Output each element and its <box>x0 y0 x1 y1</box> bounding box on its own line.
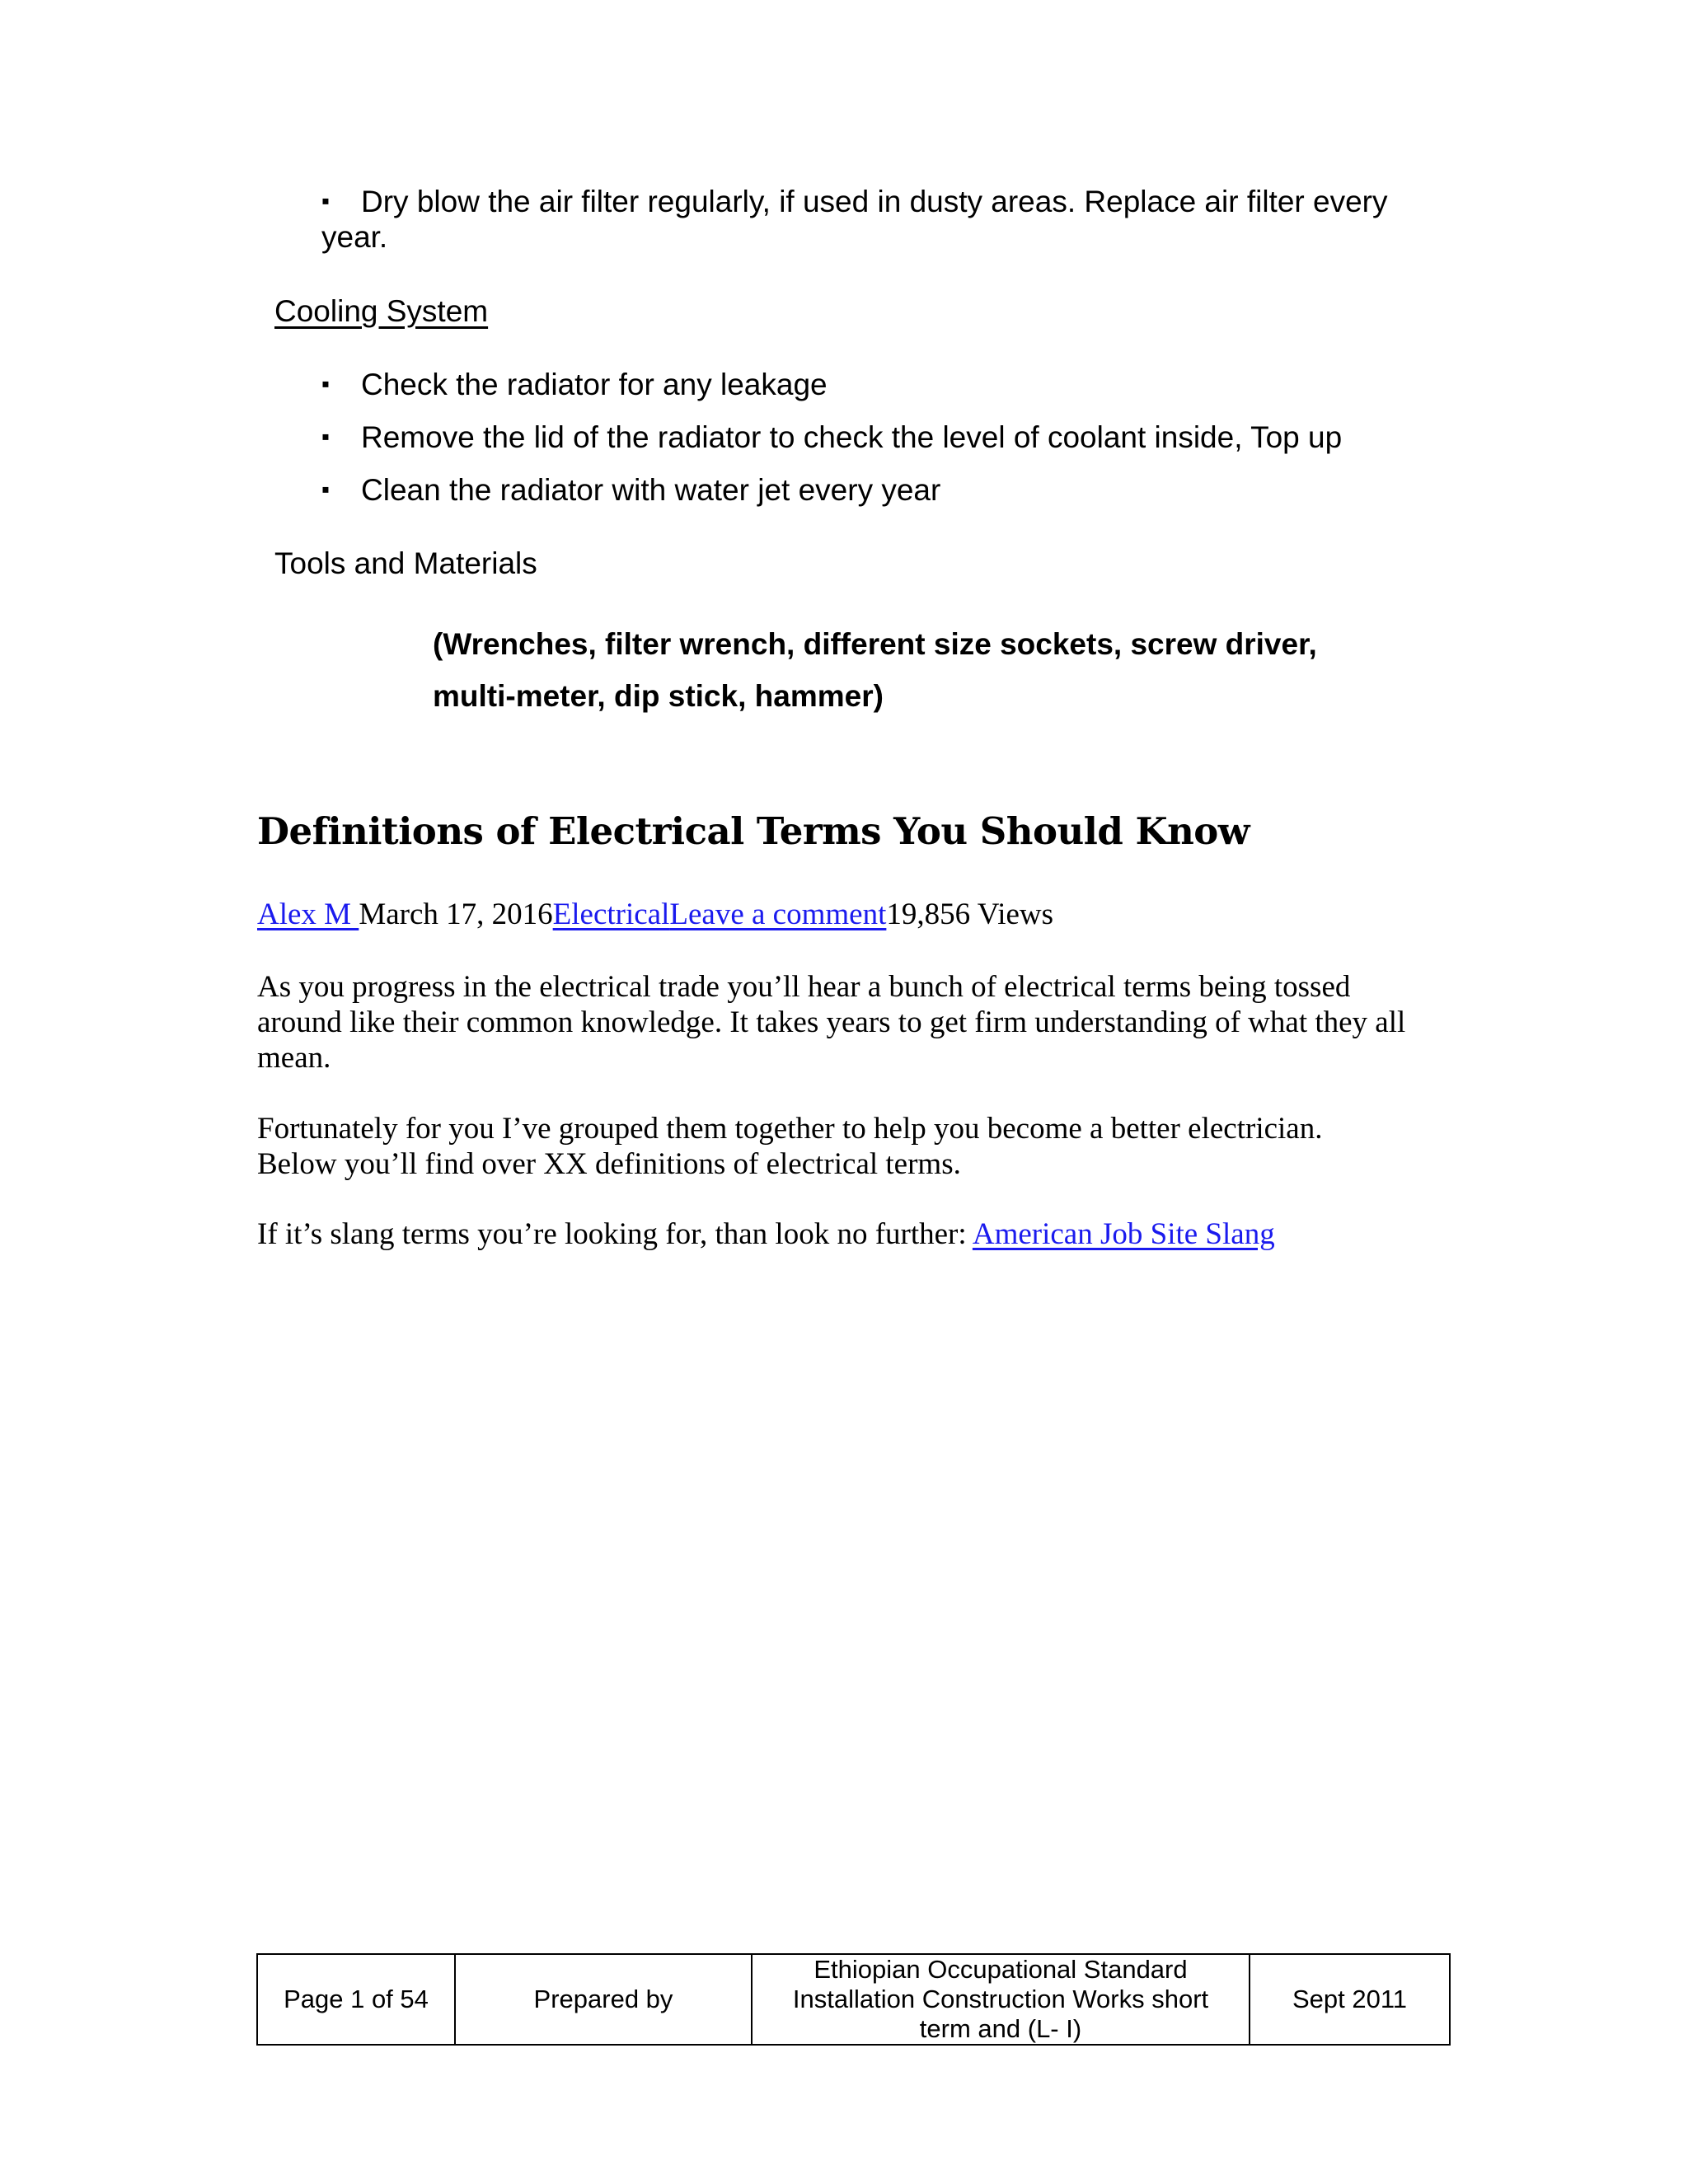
tools-line-2: multi-meter, dip stick, hammer) <box>433 679 884 713</box>
cooling-system-list <box>321 366 1426 524</box>
tools-line-1: (Wrenches, filter wrench, different size sockets, screw driver, <box>433 627 1317 661</box>
list-item <box>321 419 1426 455</box>
footer-prepared-by: Prepared by <box>455 1954 752 2045</box>
maintenance-bullet-list <box>321 183 1426 255</box>
footer-row <box>257 1954 1450 2045</box>
list-item-text: Remove the lid of the radiator to check the level of coolant inside, Top up <box>361 420 1343 454</box>
list-item-text: Dry blow the air filter regularly, if used in dusty areas. Replace air filter every year. <box>321 185 1388 254</box>
bullet-marker: ▪ <box>321 371 330 396</box>
view-count: 19,856 Views <box>886 898 1054 931</box>
slang-link[interactable]: American Job Site Slang <box>972 1217 1275 1251</box>
comment-link[interactable]: Leave a comment <box>669 898 887 931</box>
standard-line-3: term and (L- I) <box>919 2014 1082 2043</box>
category-link[interactable]: Electrical <box>552 898 670 931</box>
tools-list <box>433 618 1422 722</box>
paragraph-text: If it’s slang terms you’re looking for, than look no further: <box>257 1217 973 1251</box>
article-paragraph-2: Fortunately for you I’ve grouped them together to help you become a better electrician. Below you’ll find over XX definitions of electrical terms. <box>257 1112 1323 1181</box>
page-footer-table <box>256 1953 1451 2046</box>
article-title: Definitions of Electrical Terms You Should Know <box>257 809 1250 853</box>
article-paragraph-3 <box>257 1216 1428 1252</box>
list-item <box>321 471 1426 508</box>
footer-page-number: Page 1 of 54 <box>257 1954 455 2045</box>
list-item <box>321 366 1426 402</box>
bullet-marker: ▪ <box>321 424 330 449</box>
list-item-text: Clean the radiator with water jet every year <box>361 473 941 507</box>
footer-date: Sept 2011 <box>1250 1954 1450 2045</box>
list-item-text: Check the radiator for any leakage <box>361 368 828 401</box>
author-link[interactable]: Alex M <box>257 898 359 931</box>
standard-line-2: Installation Construction Works short <box>792 1985 1209 2013</box>
cooling-system-heading: Cooling System <box>274 294 489 328</box>
standard-line-1: Ethiopian Occupational Standard <box>814 1955 1188 1984</box>
tools-heading: Tools and Materials <box>274 546 537 580</box>
article-paragraph-1: As you progress in the electrical trade you’ll hear a bunch of electrical terms being tossed around like their common knowledge. It takes years to get firm understanding of what they all mean. <box>257 970 1406 1075</box>
post-date: March 17, 2016 <box>359 898 553 931</box>
list-item <box>321 183 1426 255</box>
bullet-marker: ▪ <box>321 188 330 213</box>
article-meta <box>257 897 1053 932</box>
footer-standard-title <box>752 1954 1250 2045</box>
bullet-marker: ▪ <box>321 476 330 502</box>
